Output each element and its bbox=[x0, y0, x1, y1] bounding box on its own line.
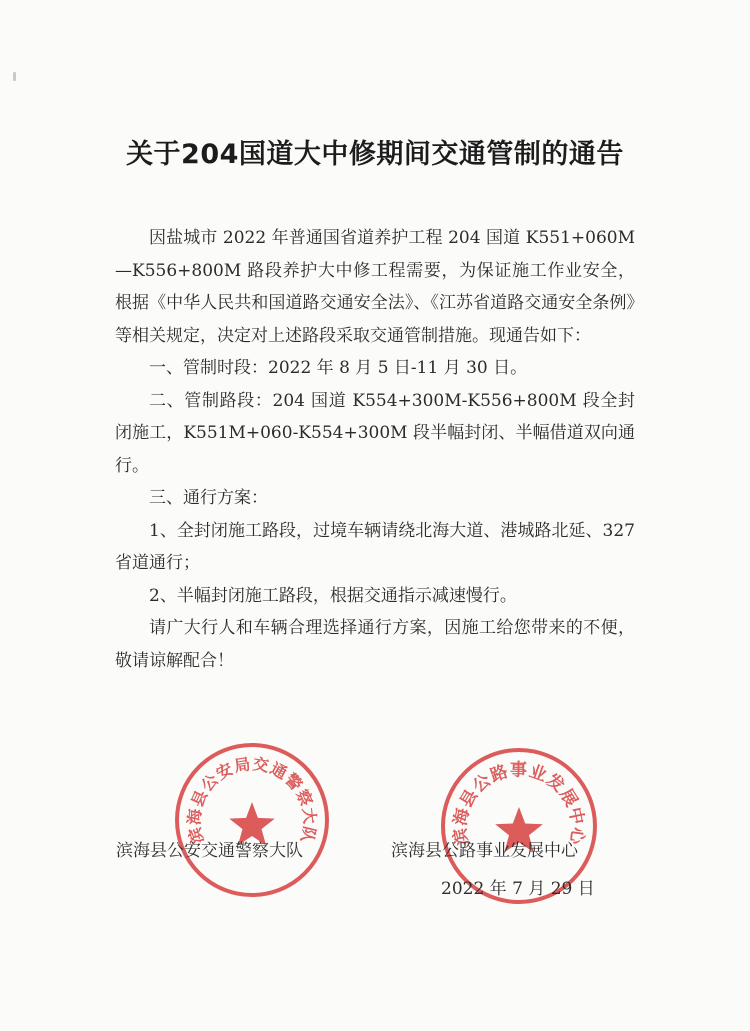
signature-police: 滨海县公安交通警察大队 bbox=[116, 841, 303, 861]
paragraph-plan-heading: 三、通行方案： bbox=[149, 488, 268, 508]
paragraph-plan-2: 2、半幅封闭施工路段，根据交通指示减速慢行。 bbox=[149, 585, 517, 606]
paragraph-intro: 因盐城市 2022 年普通国省道养护工程 204 国道 K551+060M—K556+800M 路段养护大中修工程需要，为保证施工作业安全，根据《中华人民共和国道路交通安全法》、《江苏省道路交通安全条例》等相关规定，决定对上述路段采取交通管制措施。现通告如下： bbox=[115, 228, 635, 346]
document-body bbox=[115, 222, 635, 677]
paragraph-closing: 请广大行人和车辆合理选择通行方案，因施工给您带来的不便，敬请谅解配合！ bbox=[115, 618, 635, 671]
paragraph-section: 二、管制路段：204 国道 K554+300M-K556+800M 段全封闭施工，K551M+060-K554+300M 段半幅封闭、半幅借道双向通行。 bbox=[115, 390, 635, 476]
paragraph-plan-1: 1、全封闭施工路段，过境车辆请绕北海大道、港城路北延、327 省道通行； bbox=[115, 520, 635, 573]
svg-text:滨海县公安局交通警察大队: 滨海县公安局交通警察大队 bbox=[184, 754, 320, 846]
police-seal-stamp bbox=[172, 740, 332, 900]
scan-speck bbox=[13, 72, 16, 81]
svg-text:滨海县公路事业发展中心: 滨海县公路事业发展中心 bbox=[450, 760, 588, 847]
paragraph-period: 一、管制时段：2022 年 8 月 5 日-11 月 30 日。 bbox=[149, 358, 528, 378]
signature-date: 2022 年 7 月 29 日 bbox=[441, 879, 595, 899]
document-title: 关于204国道大中修期间交通管制的通告 bbox=[126, 139, 624, 170]
signature-highway: 滨海县公路事业发展中心 bbox=[391, 841, 578, 861]
